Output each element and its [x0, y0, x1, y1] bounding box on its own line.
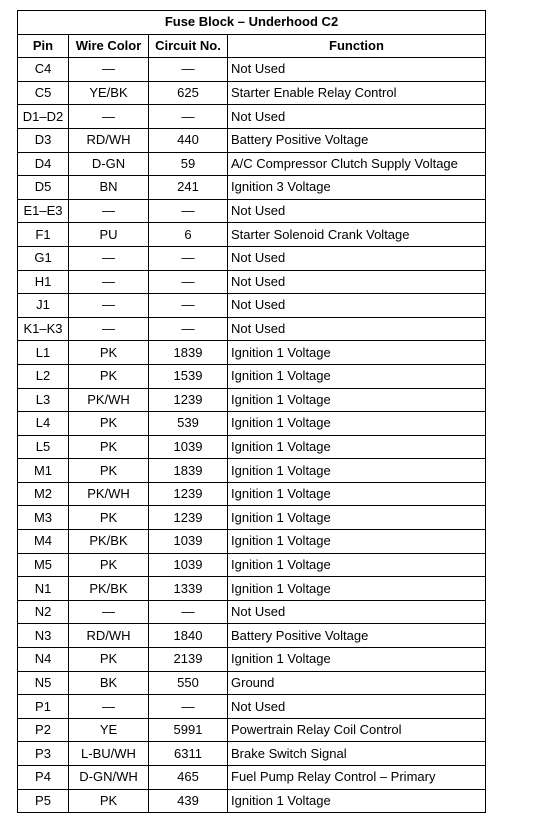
table-row	[18, 341, 486, 365]
wire-color-cell: D-GN/WH	[69, 766, 149, 790]
wire-color-cell: —	[69, 58, 149, 82]
wire-color-cell: PK	[69, 506, 149, 530]
function-cell: Battery Positive Voltage	[228, 128, 486, 152]
wire-color-cell: BN	[69, 176, 149, 200]
table-row	[18, 671, 486, 695]
wire-color-cell: —	[69, 246, 149, 270]
table-row	[18, 459, 486, 483]
function-cell: Battery Positive Voltage	[228, 624, 486, 648]
table-row	[18, 364, 486, 388]
pin-cell: N4	[18, 648, 69, 672]
wire-color-cell: PK	[69, 789, 149, 813]
circuit-no-cell: 1239	[149, 506, 228, 530]
table-row	[18, 577, 486, 601]
wire-color-cell: PK	[69, 435, 149, 459]
function-cell: Starter Enable Relay Control	[228, 81, 486, 105]
function-cell: A/C Compressor Clutch Supply Voltage	[228, 152, 486, 176]
header-function: Function	[228, 34, 486, 58]
function-cell: Ignition 1 Voltage	[228, 506, 486, 530]
header-circuit-no: Circuit No.	[149, 34, 228, 58]
function-cell: Ignition 1 Voltage	[228, 388, 486, 412]
circuit-no-cell: 1039	[149, 530, 228, 554]
function-cell: Ignition 1 Voltage	[228, 789, 486, 813]
fuse-block-table	[17, 10, 486, 813]
header-wire-color: Wire Color	[69, 34, 149, 58]
pin-cell: D3	[18, 128, 69, 152]
table-row	[18, 718, 486, 742]
wire-color-cell: PK	[69, 364, 149, 388]
circuit-no-cell: 1039	[149, 435, 228, 459]
pin-cell: J1	[18, 294, 69, 318]
table-row	[18, 317, 486, 341]
table-row	[18, 246, 486, 270]
pin-cell: M2	[18, 482, 69, 506]
table-row	[18, 624, 486, 648]
function-cell: Ignition 1 Voltage	[228, 482, 486, 506]
pin-cell: L2	[18, 364, 69, 388]
title-row	[18, 11, 486, 35]
pin-cell: E1–E3	[18, 199, 69, 223]
table-row	[18, 223, 486, 247]
wire-color-cell: PK	[69, 553, 149, 577]
wire-color-cell: —	[69, 105, 149, 129]
wire-color-cell: —	[69, 317, 149, 341]
pin-cell: G1	[18, 246, 69, 270]
circuit-no-cell: —	[149, 58, 228, 82]
function-cell: Not Used	[228, 294, 486, 318]
circuit-no-cell: 6311	[149, 742, 228, 766]
function-cell: Starter Solenoid Crank Voltage	[228, 223, 486, 247]
circuit-no-cell: —	[149, 695, 228, 719]
pin-cell: P2	[18, 718, 69, 742]
wire-color-cell: RD/WH	[69, 128, 149, 152]
pin-cell: L4	[18, 412, 69, 436]
circuit-no-cell: 440	[149, 128, 228, 152]
circuit-no-cell: —	[149, 105, 228, 129]
function-cell: Not Used	[228, 695, 486, 719]
function-cell: Not Used	[228, 270, 486, 294]
wire-color-cell: L-BU/WH	[69, 742, 149, 766]
table-body	[18, 58, 486, 813]
pin-cell: D4	[18, 152, 69, 176]
function-cell: Ignition 1 Voltage	[228, 364, 486, 388]
pin-cell: M1	[18, 459, 69, 483]
table-row	[18, 128, 486, 152]
pin-cell: F1	[18, 223, 69, 247]
wire-color-cell: —	[69, 270, 149, 294]
circuit-no-cell: —	[149, 246, 228, 270]
table-row	[18, 176, 486, 200]
circuit-no-cell: 465	[149, 766, 228, 790]
function-cell: Ignition 1 Voltage	[228, 577, 486, 601]
pin-cell: P4	[18, 766, 69, 790]
function-cell: Ignition 1 Voltage	[228, 459, 486, 483]
table-row	[18, 105, 486, 129]
pin-cell: N2	[18, 600, 69, 624]
table-row	[18, 695, 486, 719]
function-cell: Not Used	[228, 58, 486, 82]
function-cell: Brake Switch Signal	[228, 742, 486, 766]
function-cell: Ignition 1 Voltage	[228, 648, 486, 672]
function-cell: Ignition 3 Voltage	[228, 176, 486, 200]
circuit-no-cell: —	[149, 294, 228, 318]
wire-color-cell: PK/WH	[69, 388, 149, 412]
table-row	[18, 435, 486, 459]
function-cell: Powertrain Relay Coil Control	[228, 718, 486, 742]
circuit-no-cell: 439	[149, 789, 228, 813]
table-row	[18, 152, 486, 176]
pin-cell: N3	[18, 624, 69, 648]
wire-color-cell: PK/BK	[69, 530, 149, 554]
table-row	[18, 199, 486, 223]
wire-color-cell: BK	[69, 671, 149, 695]
function-cell: Fuel Pump Relay Control – Primary	[228, 766, 486, 790]
table-row	[18, 270, 486, 294]
function-cell: Ignition 1 Voltage	[228, 412, 486, 436]
circuit-no-cell: —	[149, 600, 228, 624]
wire-color-cell: YE	[69, 718, 149, 742]
wire-color-cell: PK/WH	[69, 482, 149, 506]
circuit-no-cell: 1539	[149, 364, 228, 388]
pin-cell: L3	[18, 388, 69, 412]
circuit-no-cell: 539	[149, 412, 228, 436]
wire-color-cell: PK/BK	[69, 577, 149, 601]
wire-color-cell: —	[69, 199, 149, 223]
header-row	[18, 34, 486, 58]
function-cell: Ignition 1 Voltage	[228, 530, 486, 554]
circuit-no-cell: 1840	[149, 624, 228, 648]
pin-cell: M3	[18, 506, 69, 530]
function-cell: Ignition 1 Voltage	[228, 553, 486, 577]
circuit-no-cell: 6	[149, 223, 228, 247]
table-title: Fuse Block – Underhood C2	[18, 11, 486, 35]
wire-color-cell: D-GN	[69, 152, 149, 176]
pin-cell: C4	[18, 58, 69, 82]
table-row	[18, 58, 486, 82]
table-row	[18, 648, 486, 672]
circuit-no-cell: 1339	[149, 577, 228, 601]
header-pin: Pin	[18, 34, 69, 58]
wire-color-cell: PK	[69, 648, 149, 672]
pin-cell: P3	[18, 742, 69, 766]
table-row	[18, 789, 486, 813]
function-cell: Ground	[228, 671, 486, 695]
circuit-no-cell: 59	[149, 152, 228, 176]
pin-cell: P5	[18, 789, 69, 813]
table-row	[18, 412, 486, 436]
function-cell: Not Used	[228, 105, 486, 129]
circuit-no-cell: 241	[149, 176, 228, 200]
table-row	[18, 530, 486, 554]
function-cell: Ignition 1 Voltage	[228, 435, 486, 459]
circuit-no-cell: 1039	[149, 553, 228, 577]
table-row	[18, 600, 486, 624]
circuit-no-cell: 1839	[149, 459, 228, 483]
pin-cell: C5	[18, 81, 69, 105]
wire-color-cell: —	[69, 695, 149, 719]
circuit-no-cell: 1239	[149, 388, 228, 412]
table-row	[18, 388, 486, 412]
circuit-no-cell: 550	[149, 671, 228, 695]
circuit-no-cell: —	[149, 270, 228, 294]
circuit-no-cell: 625	[149, 81, 228, 105]
circuit-no-cell: 2139	[149, 648, 228, 672]
table-row	[18, 766, 486, 790]
table-row	[18, 506, 486, 530]
table-row	[18, 553, 486, 577]
function-cell: Not Used	[228, 600, 486, 624]
function-cell: Not Used	[228, 246, 486, 270]
pin-cell: N1	[18, 577, 69, 601]
pin-cell: P1	[18, 695, 69, 719]
circuit-no-cell: 1239	[149, 482, 228, 506]
table-row	[18, 294, 486, 318]
pin-cell: N5	[18, 671, 69, 695]
circuit-no-cell: 5991	[149, 718, 228, 742]
circuit-no-cell: —	[149, 199, 228, 223]
wire-color-cell: PK	[69, 341, 149, 365]
pin-cell: H1	[18, 270, 69, 294]
pin-cell: K1–K3	[18, 317, 69, 341]
wire-color-cell: —	[69, 294, 149, 318]
table-row	[18, 81, 486, 105]
pin-cell: M5	[18, 553, 69, 577]
function-cell: Not Used	[228, 317, 486, 341]
wire-color-cell: YE/BK	[69, 81, 149, 105]
pin-cell: D5	[18, 176, 69, 200]
table-row	[18, 482, 486, 506]
wire-color-cell: PU	[69, 223, 149, 247]
circuit-no-cell: —	[149, 317, 228, 341]
pin-cell: L1	[18, 341, 69, 365]
pin-cell: M4	[18, 530, 69, 554]
wire-color-cell: RD/WH	[69, 624, 149, 648]
wire-color-cell: PK	[69, 459, 149, 483]
wire-color-cell: PK	[69, 412, 149, 436]
function-cell: Not Used	[228, 199, 486, 223]
pin-cell: L5	[18, 435, 69, 459]
circuit-no-cell: 1839	[149, 341, 228, 365]
function-cell: Ignition 1 Voltage	[228, 341, 486, 365]
pin-cell: D1–D2	[18, 105, 69, 129]
table-row	[18, 742, 486, 766]
wire-color-cell: —	[69, 600, 149, 624]
